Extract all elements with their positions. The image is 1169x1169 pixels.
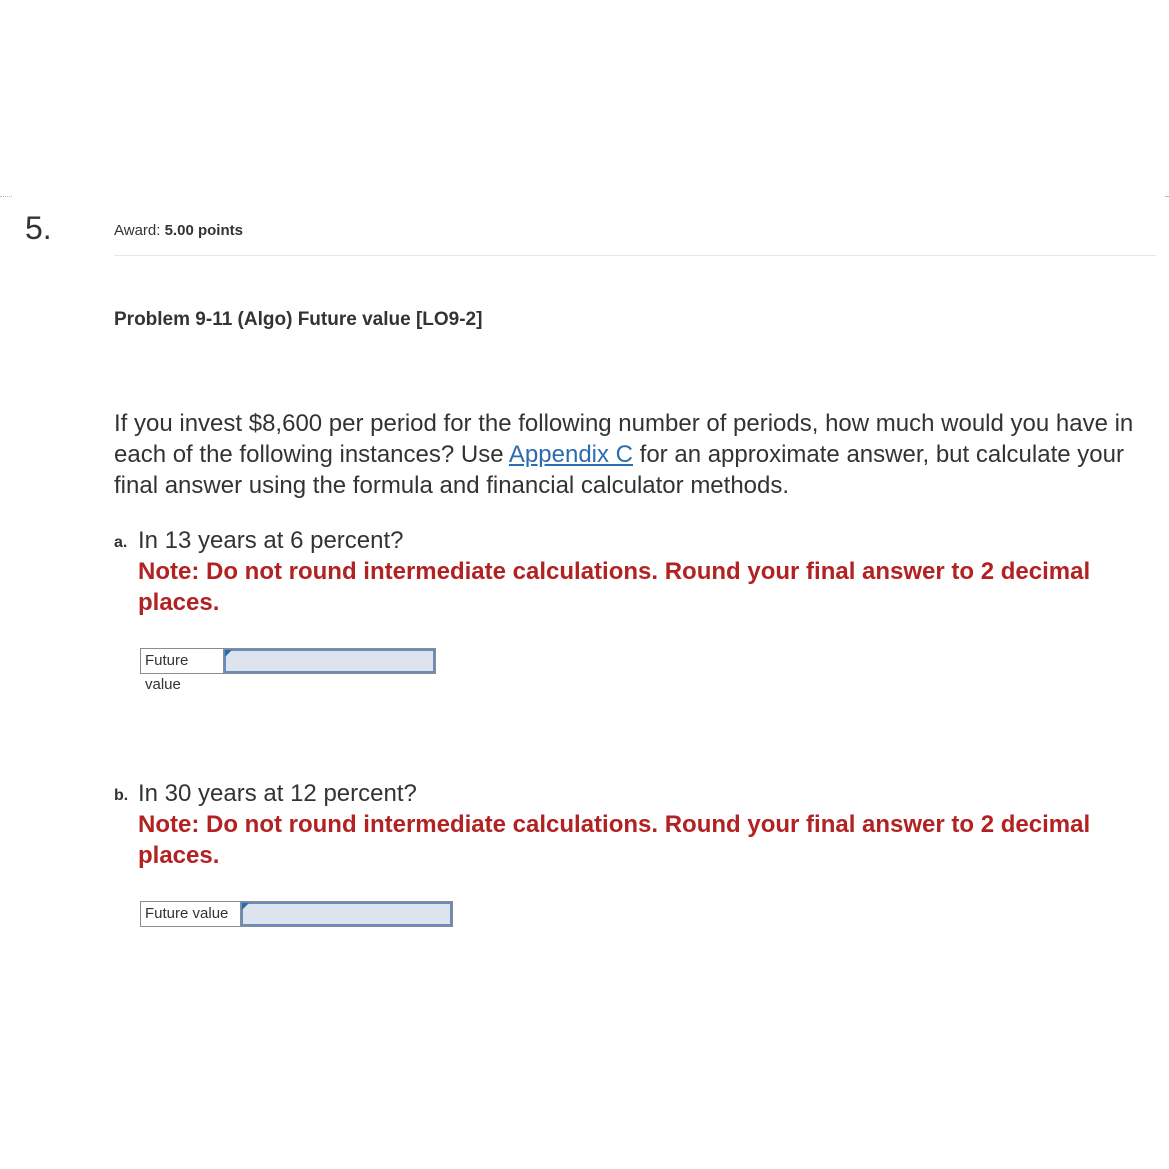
part-a-field-wrap [224, 649, 435, 673]
part-a [114, 525, 1114, 618]
edge-marker-right [1165, 196, 1169, 197]
part-b-question: In 30 years at 12 percent? [138, 780, 417, 807]
part-a-future-value-input[interactable] [224, 649, 435, 673]
part-a-note: Note: Do not round intermediate calculations. Round your final answer to 2 decimal places. [138, 558, 1091, 616]
edge-marker-left [0, 196, 12, 198]
part-a-question: In 13 years at 6 percent? [138, 527, 404, 554]
part-b-field-label: Future value [141, 902, 241, 926]
part-b-field-wrap [241, 902, 452, 926]
intro-text-end: for an approximate answer, but calculate your final answer using the formula and financial calculator methods. [114, 441, 1124, 499]
part-a-field-label: Future value [141, 649, 224, 673]
part-a-answer-row [140, 648, 436, 693]
appendix-c-link[interactable]: Appendix C [508, 441, 633, 468]
part-b [114, 778, 1114, 871]
part-b-answer-row [140, 901, 453, 927]
problem-title: Problem 9-11 (Algo) Future value [LO9-2] [114, 309, 483, 330]
award-label: Award: [114, 222, 165, 239]
question-number: 5. [25, 210, 52, 246]
award-points: 5.00 points [164, 222, 243, 239]
part-b-future-value-input[interactable] [241, 902, 452, 926]
intro-text-start: If you invest $8,600 per period for the following number of periods, how much would you have in each of the following instances? Use [114, 410, 1134, 468]
award-info [114, 220, 243, 242]
part-b-letter: b. [114, 787, 129, 804]
problem-intro [114, 408, 1154, 501]
header-divider [114, 255, 1156, 256]
part-b-note: Note: Do not round intermediate calculations. Round your final answer to 2 decimal places. [138, 811, 1091, 869]
part-a-letter: a. [114, 534, 128, 551]
